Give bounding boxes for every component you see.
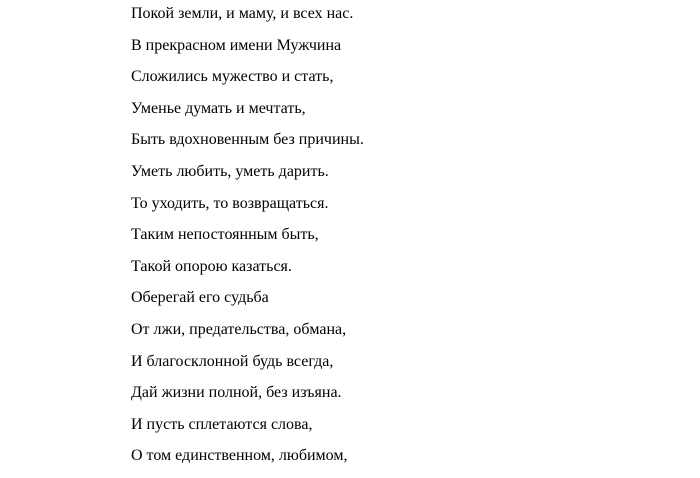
poem-line: И пусть сплетаются слова, [131,415,313,433]
poem-line: То уходить, то возвращаться. [131,194,329,212]
poem-line: Сложились мужество и стать, [131,68,334,86]
poem-line: Покой земли, и маму, и всех нас. [131,5,354,22]
poem-line: Такой опорою казаться. [131,257,292,275]
poem-line: В прекрасном имени Мужчина [131,36,342,54]
poem-line: Таким непостоянным быть, [131,226,319,244]
poem-line: О том единственном, любимом, [131,447,348,465]
poem-line: Дай жизни полной, без изъяна. [131,384,342,402]
poem-line: Уменье думать и мечтать, [131,99,306,117]
poem-line: И благосклонной будь всегда, [131,352,334,370]
poem-line: Уметь любить, уметь дарить. [131,162,329,180]
poem-line: Быть вдохновенным без причины. [131,131,364,149]
poem-text [131,4,364,478]
poem-line: От лжи, предательства, обмана, [131,320,347,338]
poem-line: Оберегай его судьба [131,289,269,307]
